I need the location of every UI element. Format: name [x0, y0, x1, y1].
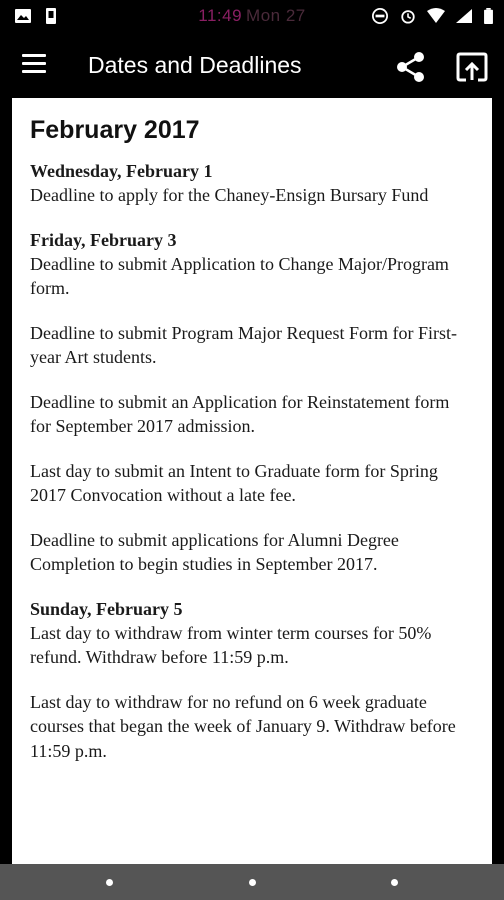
wifi-icon: [427, 8, 445, 24]
content-card[interactable]: [12, 98, 492, 864]
day-section-feb-5: [30, 597, 474, 764]
day-section-feb-3: [30, 228, 474, 577]
month-heading: February 2017: [30, 116, 200, 144]
deadline-entry: Deadline to apply for the Chaney-Ensign Bursary Fund: [30, 185, 429, 205]
deadline-entry: Last day to submit an Intent to Graduate form for Spring 2017 Convocation without a late fee.: [30, 460, 438, 505]
page-title: Dates and Deadlines: [88, 52, 302, 78]
app-bar: [0, 34, 504, 98]
day-heading: Friday, February 3: [30, 229, 177, 250]
dnd-icon: [371, 8, 389, 24]
deadline-entry: Deadline to submit an Application for Reinstatement form for September 2017 admission.: [30, 391, 450, 436]
open-in-browser-icon[interactable]: [456, 52, 488, 82]
day-heading: Sunday, February 5: [30, 598, 183, 619]
deadline-entry: Last day to withdraw from winter term courses for 50% refund. Withdraw before 11:59 p.m.: [30, 622, 432, 667]
signal-icon: [455, 8, 473, 24]
alarm-icon: [399, 8, 417, 24]
battery-icon: [483, 8, 494, 24]
menu-icon[interactable]: [22, 54, 46, 74]
clock: 11:49: [198, 6, 243, 25]
day-section-feb-1: [30, 159, 474, 208]
recents-button[interactable]: [391, 879, 398, 886]
deadline-entry: Deadline to submit Application to Change Major/Program form.: [30, 253, 449, 298]
status-bar: [0, 0, 504, 34]
date: Mon 27: [246, 6, 306, 25]
deadline-entry: Deadline to submit Program Major Request Form for First-year Art students.: [30, 322, 457, 367]
back-button[interactable]: [106, 879, 113, 886]
share-icon[interactable]: [394, 50, 428, 84]
system-nav-bar: [0, 864, 504, 900]
home-button[interactable]: [249, 879, 256, 886]
content-inner: [12, 98, 492, 763]
day-heading: Wednesday, February 1: [30, 161, 213, 181]
deadline-entry: Last day to withdraw for no refund on 6 week graduate courses that began the week of January 9. Withdraw before 11:59 p.m.: [30, 691, 456, 761]
status-right-icons: [371, 8, 494, 24]
deadline-entry: Deadline to submit applications for Alumni Degree Completion to begin studies in September 2017.: [30, 529, 399, 574]
